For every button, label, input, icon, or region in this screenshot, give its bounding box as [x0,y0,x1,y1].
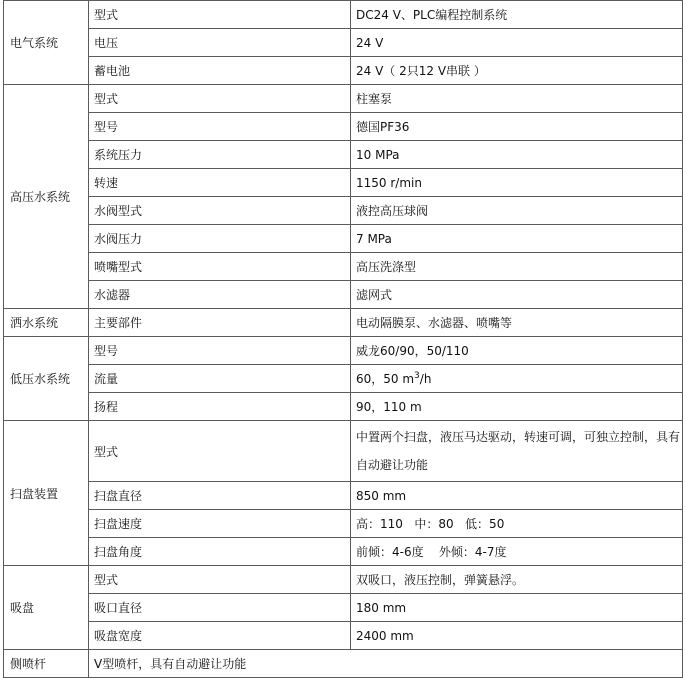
row-label: 型式 [89,421,351,482]
table-row [4,421,683,482]
row-value: 中置两个扫盘，液压马达驱动，转速可调，可独立控制，具有自动避让功能 [351,421,683,482]
row-label: 型式 [89,1,351,29]
table-row [4,169,683,197]
row-value: 电动隔膜泵、水滤器、喷嘴等 [351,309,683,337]
row-label: 水阀压力 [89,225,351,253]
row-label: 型式 [89,566,351,594]
table-row [4,309,683,337]
row-value [351,365,683,393]
row-label: 型号 [89,337,351,365]
row-value: 10 MPa [351,141,683,169]
table-row [4,566,683,594]
table-row [4,1,683,29]
row-label: 扫盘直径 [89,482,351,510]
table-row [4,141,683,169]
table-row [4,538,683,566]
category-high-pressure-water: 高压水系统 [4,85,89,309]
row-value: 高：110 中：80 低：50 [351,510,683,538]
row-value: 90，110 m [351,393,683,421]
row-value: DC24 V、PLC编程控制系统 [351,1,683,29]
table-row [4,225,683,253]
row-value: V型喷杆，具有自动避让功能 [89,650,683,678]
table-row [4,510,683,538]
row-value: 高压洗涤型 [351,253,683,281]
row-label: 电压 [89,29,351,57]
table-row [4,594,683,622]
row-value: 24 V [351,29,683,57]
row-label: 吸盘宽度 [89,622,351,650]
table-row [4,622,683,650]
category-electrical: 电气系统 [4,1,89,85]
category-suction: 吸盘 [4,566,89,650]
row-value: 1150 r/min [351,169,683,197]
table-row [4,253,683,281]
table-row [4,337,683,365]
table-row [4,365,683,393]
row-label: 扫盘角度 [89,538,351,566]
row-label: 扫盘速度 [89,510,351,538]
row-value: 180 mm [351,594,683,622]
spec-table [3,0,683,678]
row-label: 转速 [89,169,351,197]
row-label: 扬程 [89,393,351,421]
table-row [4,281,683,309]
table-row [4,113,683,141]
flow-value-suffix: /h [419,372,432,386]
row-value: 德国PF36 [351,113,683,141]
row-label: 型号 [89,113,351,141]
row-label: 喷嘴型式 [89,253,351,281]
row-label: 流量 [89,365,351,393]
row-label: 水阀型式 [89,197,351,225]
row-value: 柱塞泵 [351,85,683,113]
category-side-spray: 侧喷杆 [4,650,89,678]
row-label: 主要部件 [89,309,351,337]
row-label: 型式 [89,85,351,113]
table-row [4,57,683,85]
row-value: 前倾：4-6度 外倾：4-7度 [351,538,683,566]
row-label: 水滤器 [89,281,351,309]
table-row [4,85,683,113]
table-row [4,197,683,225]
table-row [4,650,683,678]
table-row [4,393,683,421]
row-value: 滤网式 [351,281,683,309]
table-row [4,29,683,57]
row-value: 2400 mm [351,622,683,650]
table-row [4,482,683,510]
row-value: 威龙60/90，50/110 [351,337,683,365]
row-value: 双吸口，液压控制，弹簧悬浮。 [351,566,683,594]
category-sprinkler: 洒水系统 [4,309,89,337]
row-label: 吸口直径 [89,594,351,622]
row-label: 蓄电池 [89,57,351,85]
row-value: 7 MPa [351,225,683,253]
flow-value-prefix: 60，50 m [356,372,415,386]
row-label: 系统压力 [89,141,351,169]
category-low-pressure-water: 低压水系统 [4,337,89,421]
row-value: 24 V（ 2只12 V串联 ） [351,57,683,85]
category-brush: 扫盘装置 [4,421,89,566]
flow-value-sup: 3 [414,371,420,381]
row-value: 850 mm [351,482,683,510]
row-value: 液控高压球阀 [351,197,683,225]
